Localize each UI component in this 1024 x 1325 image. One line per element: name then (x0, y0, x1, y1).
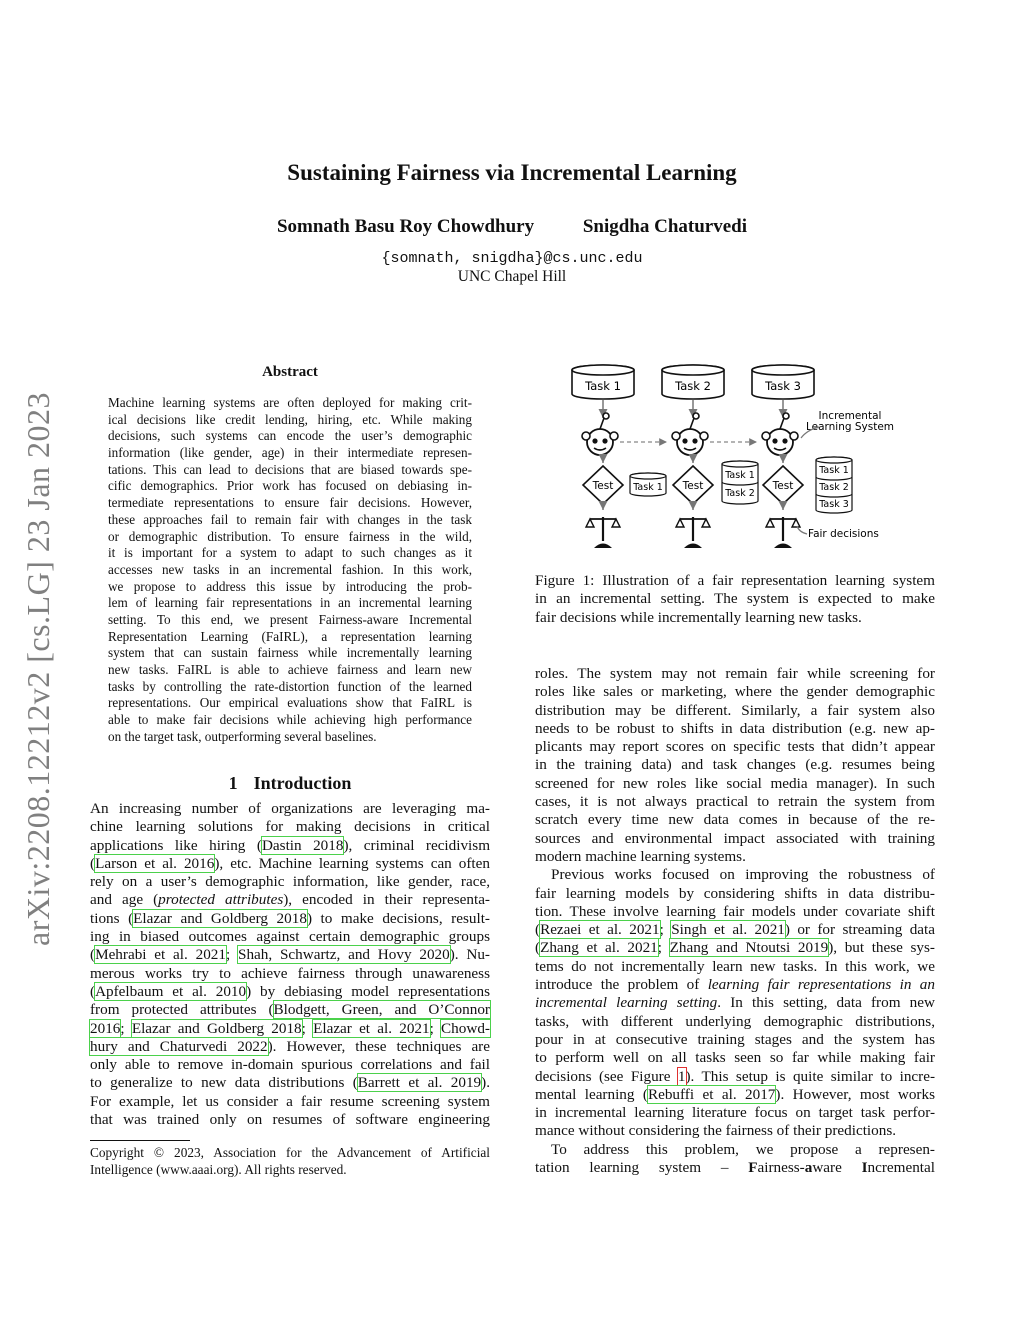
body-line: to generalize to new data distributions (Barrett et al. 2019). (90, 1074, 490, 1092)
citation-link[interactable]: Shah, Schwartz, and Hovy 2020 (238, 946, 450, 964)
footnote-line: Intelligence (www.aaai.org). All rights reserved. (90, 1162, 347, 1177)
body-line: mental learning (Rebuffi et al. 2017). However, most works (535, 1085, 935, 1103)
body-line: chine learning solutions for making decisions in critical (90, 818, 490, 836)
abstract-line: tasks by controlling the rate-distortion function of the learned (108, 678, 472, 694)
body-line: Previous works focused on improving the robustness of (551, 866, 935, 884)
body-line: needs to be robust to shifts in data distribution (e.g. new ap- (535, 719, 935, 737)
abstract-line: tations. This can lead to decisions that are biased towards spe- (108, 461, 472, 477)
body-line: ing in biased outcomes against certain demographic groups (90, 928, 490, 946)
svg-text:Task 3: Task 3 (819, 499, 849, 510)
body-line: cases, it is not always practical to retrain the system from (535, 793, 935, 811)
affiliation: UNC Chapel Hill (457, 268, 567, 285)
test-diamond (583, 466, 623, 504)
citation-link[interactable]: Zhang et al. 2021 (540, 939, 658, 957)
abstract-line: system that can sustain fairness while incrementally learning (108, 645, 472, 661)
test-diamond (673, 466, 713, 504)
right-column-text (535, 665, 935, 1177)
scale-icon (766, 517, 800, 548)
body-line: that was trained only on resumes of software engineering (90, 1111, 490, 1129)
body-line: only able to remove in-domain spurious correlations and fail (90, 1056, 490, 1074)
author-email: {somnath, snigdha}@cs.unc.edu (381, 250, 643, 267)
test-set-stack-2 (722, 461, 758, 504)
body-line: from protected attributes (Blodgett, Green, and O’Connor (90, 1001, 490, 1019)
citation-link[interactable]: Larson et al. 2016 (95, 854, 215, 872)
abstract-line: Representation Learning (FaIRL), a representation learning (108, 628, 472, 644)
body-line: pour in at consecutive training stages and the system has (535, 1030, 935, 1048)
body-line: tation learning system – Fairness-aware Incremental (535, 1159, 935, 1177)
citation-link[interactable]: 2016 (90, 1019, 121, 1037)
body-line: and age (protected attributes), encoded in their representa- (90, 891, 490, 909)
task-1-database (572, 365, 634, 399)
citation-link[interactable]: Zhang and Ntoutsi 2019 (669, 939, 829, 957)
scale-icon (676, 517, 710, 548)
svg-text:Task 1: Task 1 (819, 465, 849, 476)
abstract-line: able to make fair decisions while achieving high performance (108, 712, 472, 728)
svg-text:Test: Test (592, 480, 614, 492)
abstract-body (108, 395, 472, 745)
copyright-footnote (90, 1144, 490, 1178)
citation-link[interactable]: Chowd- (441, 1019, 490, 1037)
body-line: 2016; Elazar and Goldberg 2018; Elazar et al. 2021; Chowd- (90, 1019, 490, 1037)
caption-line: Figure 1: Illustration of a fair representation learning system (535, 572, 935, 589)
citation-link[interactable]: Elazar and Goldberg 2018 (133, 909, 307, 927)
test-diamond (763, 466, 803, 504)
body-line: tion. These involve learning fair models under covariate shift (535, 902, 935, 920)
body-line: decisions (see Figure 1). This setup is quite similar to incre- (535, 1067, 936, 1085)
abstract-line: or demographic distribution. To ensure fairness in the wild, (108, 528, 472, 544)
svg-text:Task 1: Task 1 (725, 470, 755, 481)
abstract-line: it is important for a system to adapt to such changes as it (108, 545, 472, 561)
body-line: An increasing number of organizations are leveraging ma- (90, 800, 490, 817)
section-heading-introduction (90, 773, 490, 794)
section-number: 1 (228, 773, 238, 793)
abstract-line: decisions, such systems can encode the user’s demographic (108, 428, 472, 444)
body-line: tasks, with different underlying demographic distributions, (535, 1012, 935, 1030)
test-set-stack-1 (630, 473, 666, 496)
body-line: in incremental learning literature focus on target task perfor- (535, 1104, 935, 1122)
svg-text:Task 2: Task 2 (725, 488, 755, 499)
body-line: distribution may be different. Similarly, a fair system also (535, 701, 935, 719)
abstract-line: ical decisions like credit lending, hiring, etc. While making (108, 411, 472, 427)
svg-text:Task 1: Task 1 (633, 482, 663, 493)
body-line: screened for new roles like social media manager). In such (535, 774, 935, 792)
citation-link[interactable]: Dastin 2018 (261, 836, 344, 854)
body-line: roles. The system may not remain fair while screening for (535, 665, 935, 682)
citation-link[interactable]: Apfelbaum et al. 2010 (95, 982, 247, 1000)
citation-link[interactable]: Rezaei et al. 2021 (540, 921, 660, 939)
citation-link[interactable]: hury and Chaturvedi 2022 (90, 1037, 268, 1055)
footnote-rule (90, 1140, 190, 1141)
body-line: hury and Chaturvedi 2022). However, these techniques are (90, 1037, 490, 1055)
body-line: (Apfelbaum et al. 2010) by debiasing model representations (90, 982, 490, 1000)
abstract-line: these approaches fail to remain fair with changes in the task (108, 511, 472, 527)
citation-link[interactable]: Rebuffi et al. 2017 (647, 1085, 776, 1103)
body-line: applications like hiring (Dastin 2018), criminal recidivism (90, 836, 491, 854)
abstract-line: on the target task, outperforming several baselines. (108, 728, 377, 744)
citation-link[interactable]: Mehrabi et al. 2021 (95, 946, 226, 964)
system-label: Learning System (805, 421, 895, 433)
body-line: introduce the problem of learning fair representations in an (535, 976, 935, 994)
section-title: Introduction (253, 773, 352, 793)
body-line: modern machine learning systems. (535, 847, 746, 865)
task-3-database (752, 365, 814, 399)
body-line: roles like sales or marketing, where the gender demographic (535, 683, 935, 701)
system-label: Incremental (818, 410, 882, 422)
figure-reference-link[interactable]: 1 (677, 1067, 686, 1085)
abstract-line: termediate representations to ensure fair decisions. However, (108, 495, 472, 511)
body-line: (Zhang et al. 2021; Zhang and Ntoutsi 2019), but these sys- (535, 939, 935, 957)
caption-line: fair decisions while incrementally learning new tasks. (535, 608, 862, 626)
body-line: incremental learning setting. In this setting, data from new (535, 994, 935, 1012)
footnote-line: Copyright © 2023, Association for the Advancement of Artificial (90, 1145, 490, 1160)
svg-text:Task 2: Task 2 (675, 379, 711, 393)
citation-link[interactable]: Elazar and Goldberg 2018 (131, 1019, 302, 1037)
task-2-database (662, 365, 724, 399)
body-line: mance without considering the fairness of their predictions. (535, 1122, 897, 1140)
svg-text:Task 1: Task 1 (585, 379, 621, 393)
body-line: (Rezaei et al. 2021; Singh et al. 2021) or for streaming data (535, 921, 935, 939)
abstract-line: Machine learning systems are often deployed for making crit- (108, 395, 472, 410)
scale-icon (586, 517, 620, 548)
svg-text:Task 3: Task 3 (765, 379, 801, 393)
abstract-line: information (like gender, age) in their intermediate represen- (108, 445, 472, 461)
body-line: scratch every time new data comes in because of the re- (535, 811, 935, 829)
body-line: merous works try to achieve fairness through unawareness (90, 964, 490, 982)
svg-text:Test: Test (682, 480, 704, 492)
caption-line: in an incremental setting. The system is expected to make (535, 590, 935, 608)
abstract-line: setting. To this end, we present Fairness-aware Incremental (108, 611, 472, 627)
citation-link[interactable]: Singh et al. 2021 (671, 921, 785, 939)
abstract-line: representations. Our empirical evaluations show that FaIRL is (108, 695, 472, 711)
author-2: Snigdha Chaturvedi (582, 216, 748, 237)
body-line: tems do not incrementally learn new tasks. In this work, we (535, 957, 935, 975)
test-set-stack-3 (816, 457, 852, 513)
abstract-line: we propose to address this issue by introducing the prob- (108, 578, 472, 594)
robot-icon (762, 413, 798, 455)
abstract-line: lem of learning fair representations in an incremental learning (108, 595, 472, 611)
left-column-text (90, 800, 490, 1129)
robot-icon (582, 413, 618, 455)
body-line: in the training data) and task changes (e.g. resumes being (535, 756, 935, 774)
body-line: to perform well on all tasks seen so far while making fair (535, 1049, 935, 1067)
arxiv-identifier: arXiv:2208.12212v2 [cs.LG] 23 Jan 2023 (20, 391, 56, 946)
body-line: sources and environmental impact associated with training (535, 829, 935, 847)
abstract-line: cific demographics. Prior work has focused on debiasing in- (108, 478, 472, 494)
body-line: fair learning models by considering shifts in data distribu- (535, 884, 935, 902)
svg-text:Task 2: Task 2 (819, 482, 849, 493)
figure-1-caption (535, 572, 935, 627)
citation-link[interactable]: Blodgett, Green, and O’Connor (273, 1001, 490, 1019)
body-line: To address this problem, we propose a represen- (551, 1140, 935, 1158)
citation-link[interactable]: Elazar et al. 2021 (313, 1019, 430, 1037)
body-line: tions (Elazar and Goldberg 2018) to make decisions, result- (90, 909, 490, 927)
fair-decisions-label: Fair decisions (808, 528, 879, 540)
robot-icon (672, 413, 708, 455)
body-line: For example, let us consider a fair resume screening system (90, 1092, 490, 1110)
abstract-line: accesses new tasks in an incremental fashion. In this work, (108, 561, 472, 577)
abstract-heading: Abstract (262, 364, 318, 380)
body-line: (Mehrabi et al. 2021; Shah, Schwartz, and Hovy 2020). Nu- (90, 946, 490, 964)
body-line: rely on a user’s demographic information, like gender, race, (90, 873, 490, 891)
author-1: Somnath Basu Roy Chowdhury (276, 216, 535, 237)
abstract-line: new tasks. FaIRL is able to achieve fairness and learn new (108, 662, 472, 677)
author-list (0, 216, 1024, 238)
figure-1-diagram (565, 360, 905, 560)
body-line: plicants may report scores on specific tests that didn’t appear (535, 738, 935, 756)
paper-title: Sustaining Fairness via Incremental Learning (287, 160, 737, 185)
body-line: (Larson et al. 2016), etc. Machine learning systems can often (90, 854, 490, 872)
citation-link[interactable]: Barrett et al. 2019 (357, 1074, 482, 1092)
svg-text:Test: Test (772, 480, 794, 492)
